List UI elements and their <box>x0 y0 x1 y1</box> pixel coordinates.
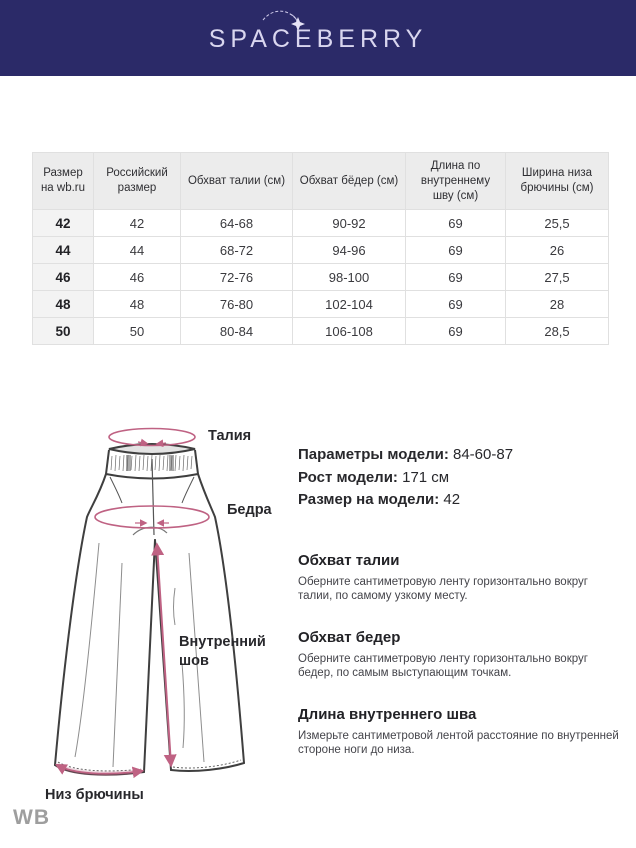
cell-ru-size: 42 <box>94 210 181 237</box>
guide-section-waist <box>298 552 620 603</box>
cell-hem-width: 28,5 <box>506 318 609 345</box>
col-header-hem-width: Ширина низа брючины (см) <box>506 153 609 210</box>
cell-wb-size: 46 <box>33 264 94 291</box>
guide-hips-title: Обхват бедер <box>298 628 401 646</box>
cell-wb-size: 44 <box>33 237 94 264</box>
guide-hips-text: Оберните сантиметровую ленту горизонтально вокруг бедер, по самым выступающим точкам. <box>298 652 588 679</box>
cell-hips: 90-92 <box>293 210 406 237</box>
brand-logo: SPACEBERRY <box>208 25 428 53</box>
table-row <box>33 264 609 291</box>
model-params-value: 84-60-87 <box>453 446 514 463</box>
cell-ru-size: 48 <box>94 291 181 318</box>
cell-inseam: 69 <box>406 318 506 345</box>
col-header-ru-size: Российский размер <box>94 153 181 210</box>
cell-waist: 64-68 <box>181 210 293 237</box>
info-column <box>298 444 620 757</box>
col-header-wb-size: Размер на wb.ru <box>33 153 94 210</box>
cell-hem-width: 25,5 <box>506 210 609 237</box>
cell-inseam: 69 <box>406 237 506 264</box>
pants-technical-drawing <box>25 413 295 813</box>
cell-ru-size: 46 <box>94 264 181 291</box>
wb-watermark: WB <box>13 806 50 829</box>
model-size-value: 42 <box>443 491 461 508</box>
inner-seam-measure-line <box>157 545 171 765</box>
cell-hips: 102-104 <box>293 291 406 318</box>
leg-bottom-label: Низ брючины <box>45 787 144 803</box>
cell-waist: 76-80 <box>181 291 293 318</box>
guide-section-hips <box>298 629 620 680</box>
guide-section-inseam <box>298 706 620 757</box>
cell-wb-size: 42 <box>33 210 94 237</box>
measurement-overlays <box>57 429 209 774</box>
size-table-header <box>33 153 609 210</box>
table-row <box>33 237 609 264</box>
model-height <box>298 467 620 490</box>
cell-wb-size: 48 <box>33 291 94 318</box>
table-row <box>33 291 609 318</box>
table-row <box>33 210 609 237</box>
guide-waist-text: Оберните сантиметровую ленту горизонтально вокруг талии, по самому узкому месту. <box>298 575 588 602</box>
cell-inseam: 69 <box>406 291 506 318</box>
waist-measure-ellipse <box>109 429 195 446</box>
cell-hem-width: 27,5 <box>506 264 609 291</box>
guide-inseam-title: Длина внутреннего шва <box>298 705 477 723</box>
cell-waist: 68-72 <box>181 237 293 264</box>
inner-seam-label: Внутренний шов <box>179 634 266 669</box>
cell-waist: 72-76 <box>181 264 293 291</box>
model-height-label: Рост модели: <box>298 468 398 486</box>
col-header-hips: Обхват бёдер (см) <box>293 153 406 210</box>
guide-waist-title: Обхват талии <box>298 551 400 569</box>
cell-inseam: 69 <box>406 264 506 291</box>
cell-ru-size: 50 <box>94 318 181 345</box>
col-header-inseam: Длина по внутреннему шву (см) <box>406 153 506 210</box>
cell-hips: 98-100 <box>293 264 406 291</box>
model-size <box>298 489 620 512</box>
cell-inseam: 69 <box>406 210 506 237</box>
cell-hips: 94-96 <box>293 237 406 264</box>
model-size-label: Размер на модели: <box>298 491 440 508</box>
cell-hem-width: 28 <box>506 291 609 318</box>
waist-label: Талия <box>208 428 252 444</box>
hips-measure-ellipse <box>95 506 209 528</box>
col-header-waist: Обхват талии (см) <box>181 153 293 210</box>
cell-wb-size: 50 <box>33 318 94 345</box>
cell-hips: 106-108 <box>293 318 406 345</box>
cell-waist: 80-84 <box>181 318 293 345</box>
cell-hem-width: 26 <box>506 237 609 264</box>
model-params <box>298 444 620 467</box>
table-row <box>33 318 609 345</box>
size-table <box>32 152 609 345</box>
hips-label: Бедра <box>227 502 272 518</box>
model-height-value: 171 см <box>402 468 450 486</box>
cell-ru-size: 44 <box>94 237 181 264</box>
model-params-label: Параметры модели: <box>298 446 449 463</box>
brand-header <box>0 0 636 76</box>
guide-inseam-text: Измерьте сантиметровой лентой расстояние по внутренней стороне ноги до низа. <box>298 729 619 756</box>
